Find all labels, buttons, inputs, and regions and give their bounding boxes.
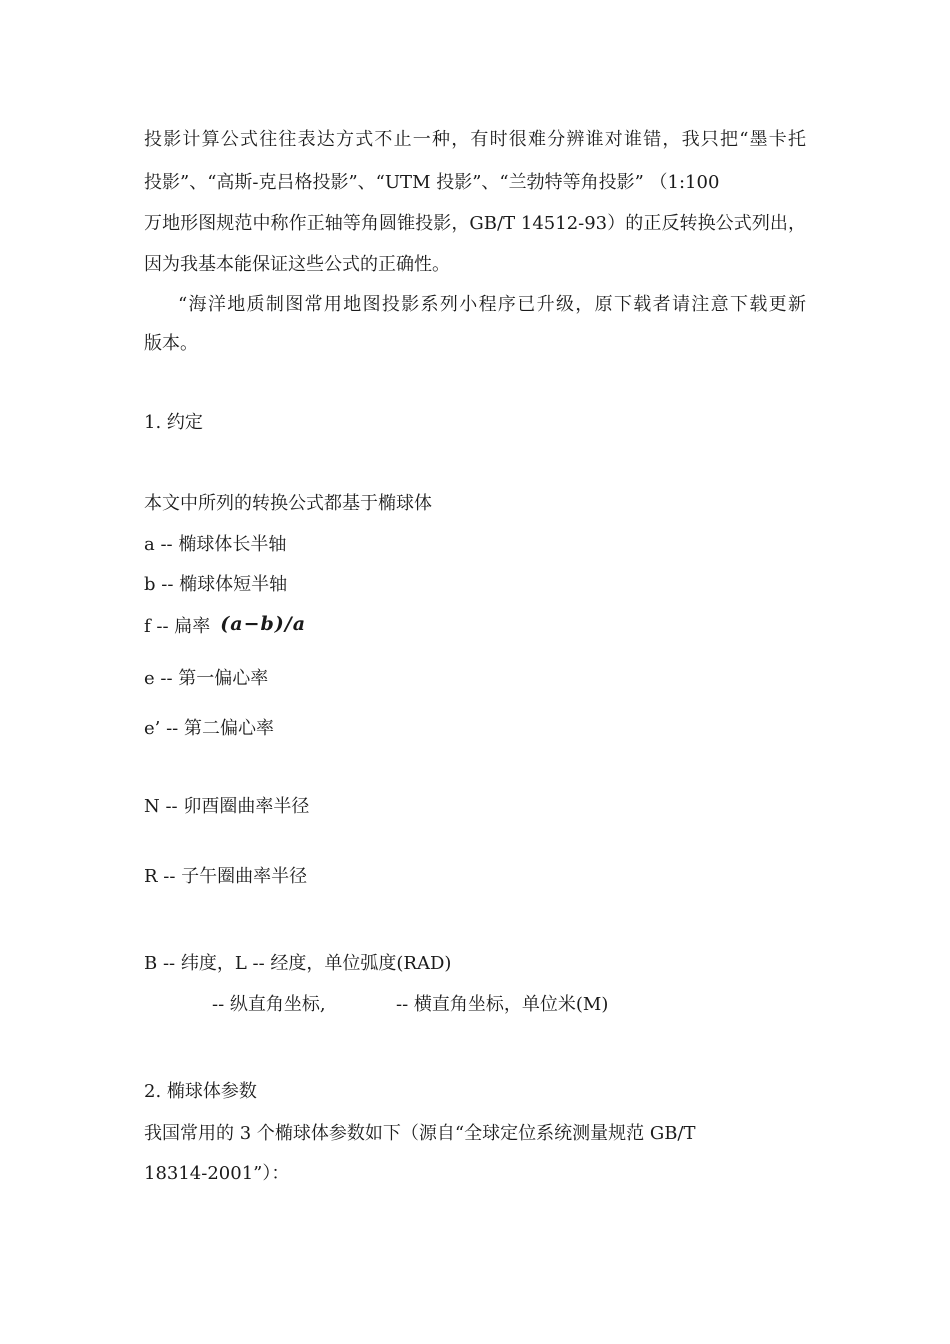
definition-y: -- 横直角坐标，单位米(M) (396, 994, 609, 1015)
definition-e: e -- 第一偏心率 (144, 668, 269, 689)
definition-b: b -- 椭球体短半轴 (144, 574, 288, 595)
section-1-heading: 1. 约定 (144, 412, 203, 433)
section-2-text-line-2: 18314-2001”）： (144, 1163, 290, 1184)
definition-f (144, 612, 306, 639)
flattening-formula: (a−b)/a (220, 613, 307, 635)
section-2-text-line-1: 我国常用的 3 个椭球体参数如下（源自“全球定位系统测量规范 GB/T (144, 1123, 696, 1144)
intro-paragraph-line-2: 投影”、“高斯-克吕格投影”、“UTM 投影”、“兰勃特等角投影” （1:100 (144, 172, 720, 193)
intro-paragraph-line-1: 投影计算公式往往表达方式不止一种，有时很难分辨谁对谁错，我只把“墨卡托 (144, 129, 806, 150)
definition-f-label: f -- 扁率 (144, 616, 211, 637)
section-1-lead: 本文中所列的转换公式都基于椭球体 (144, 493, 432, 514)
definition-a: a -- 椭球体长半轴 (144, 534, 287, 555)
definition-x: -- 纵直角坐标, (212, 994, 326, 1015)
definition-R: R -- 子午圈曲率半径 (144, 866, 308, 887)
definition-N: N -- 卯酉圈曲率半径 (144, 796, 310, 817)
definition-e-prime: e’ -- 第二偏心率 (144, 718, 274, 739)
intro-paragraph-line-3: 万地形图规范中称作正轴等角圆锥投影，GB/T 14512-93）的正反转换公式列出， (144, 213, 806, 234)
note-paragraph-line-2: 版本。 (144, 333, 198, 354)
note-paragraph-line-1: “海洋地质制图常用地图投影系列小程序已升级，原下载者请注意下载更新 (178, 294, 806, 315)
intro-paragraph-line-4: 因为我基本能保证这些公式的正确性。 (144, 254, 450, 275)
section-2-heading: 2. 椭球体参数 (144, 1081, 257, 1102)
definition-B-L: B -- 纬度，L -- 经度，单位弧度(RAD) (144, 953, 452, 974)
